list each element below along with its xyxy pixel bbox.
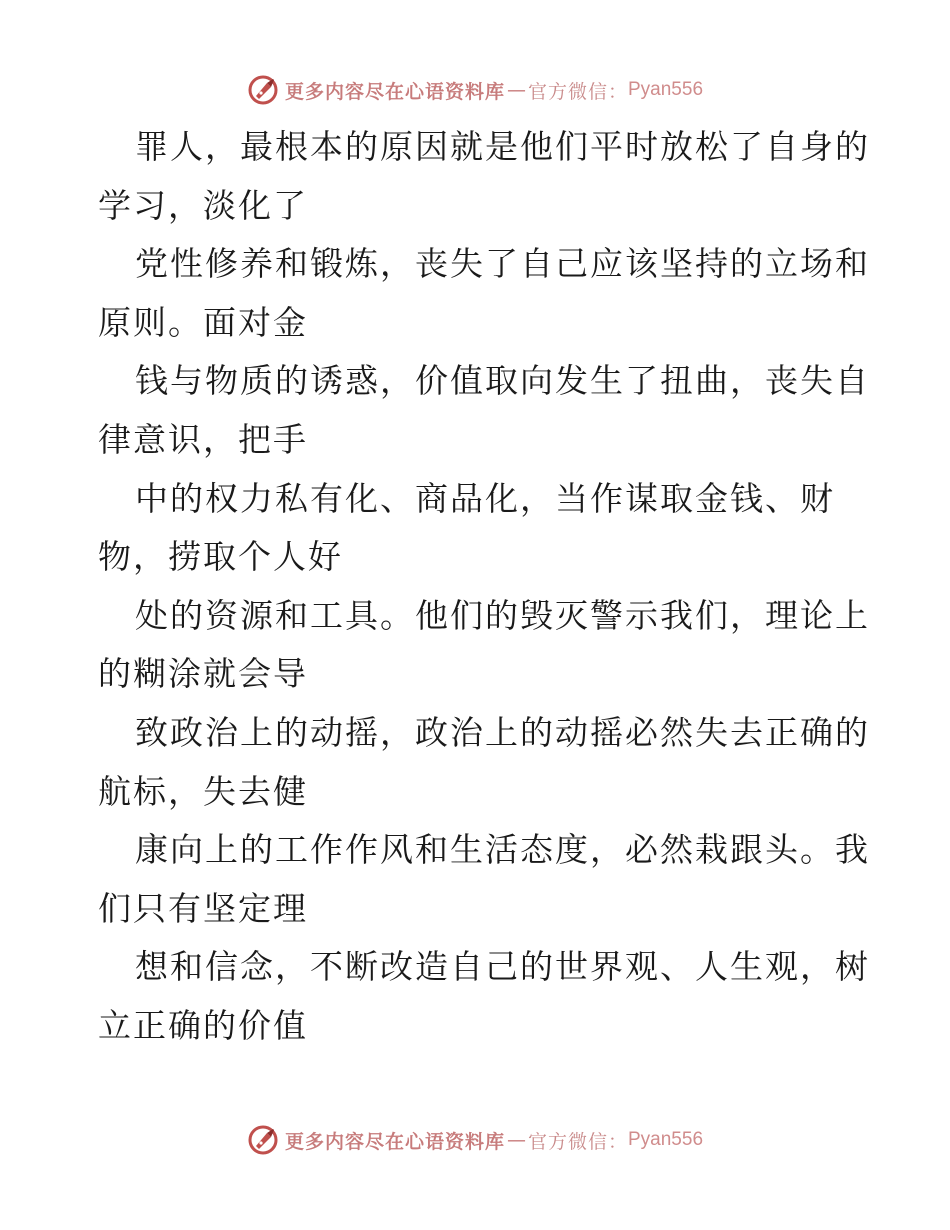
body-text-line: 致政治上的动摇，政治上的动摇必然失去正确的 <box>135 712 870 752</box>
pen-nib-logo-icon <box>247 1124 279 1156</box>
body-text-line: 律意识，把手 <box>98 419 308 459</box>
header-dash: — <box>506 79 526 101</box>
footer-dash: — <box>506 1129 526 1151</box>
header-library-text: 更多内容尽在心语资料库 <box>284 80 505 103</box>
header-wechat-id: Pyan556 <box>628 79 704 100</box>
body-text-line: 原则。面对金 <box>98 302 308 342</box>
body-text-line: 学习，淡化了 <box>98 185 308 225</box>
body-text-line: 中的权力私有化、商品化，当作谋取金钱、财 <box>135 478 835 518</box>
body-text-line: 想和信念，不断改造自己的世界观、人生观，树 <box>135 947 870 987</box>
body-text-line: 钱与物质的诱惑，价值取向发生了扭曲，丧失自 <box>135 361 870 401</box>
header-banner <box>0 70 950 110</box>
body-text-line: 物，捞取个人好 <box>98 537 343 577</box>
body-text-line: 党性修养和锻炼，丧失了自己应该坚持的立场和 <box>135 244 870 284</box>
header-wechat-label: 官方微信： <box>527 80 628 103</box>
footer-library-text: 更多内容尽在心语资料库 <box>284 1130 505 1153</box>
body-text-line: 的糊涂就会导 <box>98 654 308 694</box>
document-body <box>98 118 870 1056</box>
footer-wechat-label: 官方微信： <box>527 1130 628 1153</box>
footer-banner <box>0 1120 950 1160</box>
body-text-line: 罪人，最根本的原因就是他们平时放松了自身的 <box>135 127 870 166</box>
body-text-line: 康向上的工作作风和生活态度，必然栽跟头。我 <box>135 830 870 870</box>
body-text-line: 处的资源和工具。他们的毁灭警示我们，理论上 <box>135 595 870 635</box>
body-text-line: 航标，失去健 <box>98 771 308 811</box>
pen-nib-logo-icon <box>247 74 279 106</box>
body-text-line: 们只有坚定理 <box>98 888 308 928</box>
footer-wechat-id: Pyan556 <box>628 1129 704 1150</box>
body-text-line: 立正确的价值 <box>98 1005 308 1045</box>
